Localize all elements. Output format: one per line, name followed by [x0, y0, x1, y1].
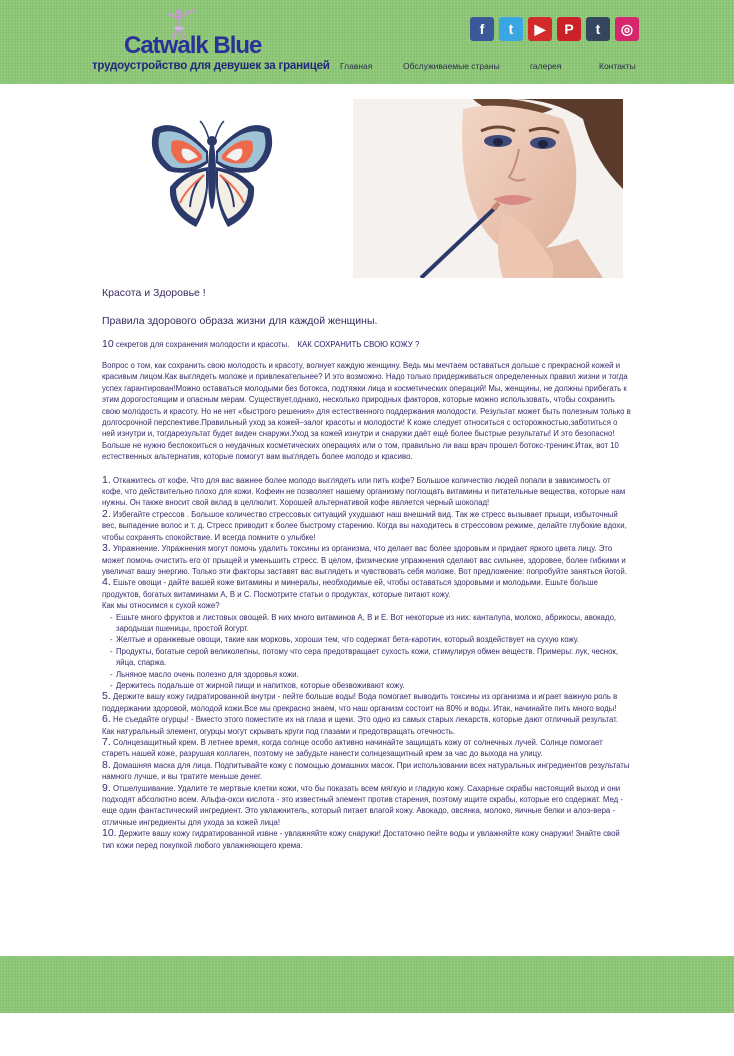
- instagram-icon[interactable]: ◎: [615, 17, 639, 41]
- nav-item-contacts[interactable]: Контакты: [599, 61, 636, 71]
- item-text: Упражнение. Упражнения могут помочь удалить токсины из организма, что делает вас более здоровым и придает яркого цвета лицу. Это может помочь очистить его от прыщей и уменьшить стресс. В целом, физические упражнения сделают вас сильнее, здоровее, более гибкими и увеличат вашу энергию. Только эти факторы заставят вас выглядеть и чувствовать себя моложе. Вот предложение: попробуйте заняться йогой.: [102, 544, 627, 576]
- sub-item-text: Льняное масло очень полезно для здоровья кожи.: [116, 669, 299, 679]
- sub-list-item: - Ешьте много фруктов и листовых овощей. В них много витаминов A, B и E. Вот некоторые из них: канталупа, молоко, абрикосы, авокадо, зародыши пшеницы, простой йогурт.: [110, 612, 617, 633]
- item-number: 3.: [102, 542, 111, 555]
- sub-item-text: Продукты, богатые серой великолепны, потому что сера предотвращает сухость кожи, стимулируя обмен веществ. Примеры: лук, чеснок, яйца, спаржа.: [116, 646, 618, 668]
- article-intro: [102, 338, 632, 350]
- sub-list-item: - Продукты, богатые серой великолепны, потому что сера предотвращает сухость кожи, стимулируя обмен веществ. Примеры: лук, чеснок, яйца, спаржа.: [110, 646, 618, 668]
- list-item: [102, 475, 632, 509]
- item-text: Избегайте стрессов . Большое количество стрессовых ситуаций ухудшают наш внешний вид. Так же стресс вызывает прыщи, избыточный вес, выпадение волос и т. д. Стресс приводит к более быстрому старению. Когда вы находитесь в стрессовом режиме, делайте глубокие вдохи, чтобы сохранять спокойствие. И всегда помните о улыбке!: [102, 509, 627, 542]
- tumblr-icon[interactable]: t: [586, 17, 610, 41]
- list-item: [102, 783, 632, 829]
- social-links: [470, 17, 639, 41]
- woman-portrait-image: [353, 99, 623, 278]
- list-item: [102, 714, 632, 737]
- item-number: 6.: [102, 713, 111, 726]
- item-number: 4.: [102, 576, 111, 589]
- item-text: Откажитесь от кофе. Что для вас важнее более молодо выглядеть или пить кофе? Большое количество людей попали в зависимость от кофе, что действительно плохо для кожи. Кофеин не позволяет нашему организму поглощать витамины и питательные вещества, которые нам нужны. Он также вносит свой вклад в целлюлит. Хорошей альтернативой кофе является черный шоколад!: [102, 475, 626, 508]
- woman-makeup-photo: [353, 99, 623, 278]
- pinterest-icon[interactable]: P: [557, 17, 581, 41]
- article-paragraph: Вопрос о том, как сохранить свою молодость и красоту, волнует каждую женщину. Ведь мы мечтаем оставаться дольше с прекрасной кожей и красивым лицом.Как выглядеть моложе и привлекательнее? И это возможно. Надо только придерживаться определенных правил жизни и тогда успех гарантирован!Можно оставаться молодыми без ботокса, подтяжки лица и косметических операций! Мы, женщины, не должны прибегать к этим дорогостоящим и опасным мерам. Существует,однако, несколько природных факторов, которые можно использовать, чтобы сохранить свою молодость и красоту. Но не нет «быстрого решения» для естественного поддержания молодости. Результат может быть полезным только в долгосрочной перспективе.Правильный уход за кожей–залог красоты и молодости! К коже следует относиться с осторожностью,заботиться о ней изнутри и, тогдарезультат будет виден снаружи.Уход за кожей изнутри и снаружи даёт ещё более быстрые результаты! И это безопасно! Больше не нужно беспокоиться о неудачных косметических операциях или о том, правильно ли ваш врач прошел ботокс-тренинг.Итак, вот 10 естественных альтернатив, которые помогут вам выглядеть более молодо и красиво.: [102, 361, 631, 462]
- facebook-icon[interactable]: f: [470, 17, 494, 41]
- item-number: 2.: [102, 507, 111, 520]
- item-text: Держите вашу кожу гидратированной извне - увлажняйте кожу снаружи! Достаточно пейте воды и увлажняйте кожу снаружи! Знайте свой тип кожи перед покупкой любого увлажняющего крема.: [102, 829, 620, 850]
- article-title: Красота и Здоровье !: [102, 287, 206, 299]
- item-number: 8.: [102, 758, 111, 771]
- sub-list-item: - Льняное масло очень полезно для здоровья кожи.: [110, 669, 299, 679]
- item-text: Домашняя маска для лица. Подпитывайте кожу с помощью домашних масок. При использовании всех натуральных ингредиентов результаты намного лучше, и вы тратите меньше денег.: [102, 760, 630, 782]
- list-item: [102, 543, 632, 577]
- intro-number: 10: [102, 338, 114, 350]
- item-text: Солнцезащитный крем. В летнее время, когда солнце особо активно начинайте защищать кожу от солнечных лучей. Солнце помогает стареть нашей коже, разрушая коллаген, поэтому не забудьте нанести солнцезащитный крем за час до выхода на улицу.: [102, 738, 603, 759]
- brand-name: Catwalk Blue: [124, 32, 262, 59]
- youtube-icon[interactable]: ▶: [528, 17, 552, 41]
- item-text: Держите вашу кожу гидратированной внутри - пейте больше воды! Вода помогает выводить токсины из организма и играет важную роль в поддержании здоровой, молодой кожи.Все мы прекрасно знаем, что наш организм состоит на 80% и воды. Итак, начинайте пить много воды!: [102, 692, 618, 713]
- item-number: 7.: [102, 736, 111, 748]
- brand-tagline: трудоустройство для девушек за границей: [92, 60, 330, 72]
- article: [102, 287, 632, 851]
- article-subtitle: Правила здорового образа жизни для каждой женщины.: [102, 315, 378, 327]
- item-number: 9.: [102, 781, 111, 794]
- item-number: 10.: [102, 827, 117, 840]
- sub-item-text: Ешьте много фруктов и листовых овощей. В них много витаминов A, B и E. Вот некоторые из них: канталупа, молоко, абрикосы, авокадо, зародыши пшеницы, простой йогурт.: [116, 612, 617, 633]
- item-number: 1.: [102, 473, 111, 486]
- item-number: 5.: [102, 690, 111, 703]
- site-footer: [0, 956, 734, 1013]
- list-item: [102, 828, 632, 851]
- nav-item-home[interactable]: Главная: [340, 61, 373, 71]
- tips-list: [102, 475, 632, 851]
- list-item: [102, 577, 632, 600]
- intro-caps-link[interactable]: КАК СОХРАНИТЬ СВОЮ КОЖУ ?: [297, 340, 420, 349]
- intro-text: секретов для сохранения молодости и красоты.: [115, 340, 290, 349]
- item-text: Отшелушивание. Удалите те мертвые клетки кожи, что бы показать всем мягкую и гладкую кожу. Сахарные скрабы настоящий выход и они подходят абсолютно всем. Альфа-окси кислота - это известный элемент против старения, поэтому ищите скрабы, которые его содержат. Мед - еще один фантастический ингредиент. Это увлажнитель, который питает влагой кожу. Авокадо, овсянка, молоко, яичные белки и алоэ-вера - отличные ингредиенты для ухода за кожей лица!: [102, 783, 623, 827]
- nav-item-gallery[interactable]: галерея: [530, 61, 562, 71]
- sub-list-item: - Желтые и оранжевые овощи, такие как морковь, хороши тем, что содержат бета-каротин, который воздействует на сухую кожу.: [110, 635, 580, 645]
- list-item: [102, 760, 632, 783]
- site-header: [0, 0, 734, 84]
- twitter-icon[interactable]: t: [499, 17, 523, 41]
- sub-list-item: - Держитесь подальше от жирной пищи и напитков, которые обезвоживают кожу.: [110, 680, 405, 690]
- list-item: [102, 691, 632, 714]
- main-nav: [0, 61, 734, 75]
- dry-skin-question: Как мы относимся к сухой коже?: [102, 601, 220, 611]
- list-item: [102, 509, 632, 543]
- sub-item-text: Желтые и оранжевые овощи, такие как морковь, хороши тем, что содержат бета-каротин, который воздействует на сухую кожу.: [116, 635, 580, 645]
- item-text: Ешьте овощи - дайте вашей коже витамины и минералы, необходимые ей, чтобы оставаться здоровыми и молодыми. Ешьте больше продуктов, богатых витаминами A, B и C. Посмотрите статьи о продуктах, которые питают кожу.: [102, 578, 598, 599]
- item-text: Не съедайте огурцы! - Вместо этого поместите их на глаза и щеки. Это одно из самых старых лекарств, которые дают отличный результат. Как натуральный элемент, огурцы могут скрывать круги под глазами и предотвращать отечность.: [102, 715, 619, 736]
- butterfly-illustration: [146, 115, 278, 233]
- sub-item-text: Держитесь подальше от жирной пищи и напитков, которые обезвоживают кожу.: [116, 680, 405, 690]
- nav-item-countries[interactable]: Обслуживаемые страны: [403, 61, 500, 71]
- list-item: [102, 737, 632, 760]
